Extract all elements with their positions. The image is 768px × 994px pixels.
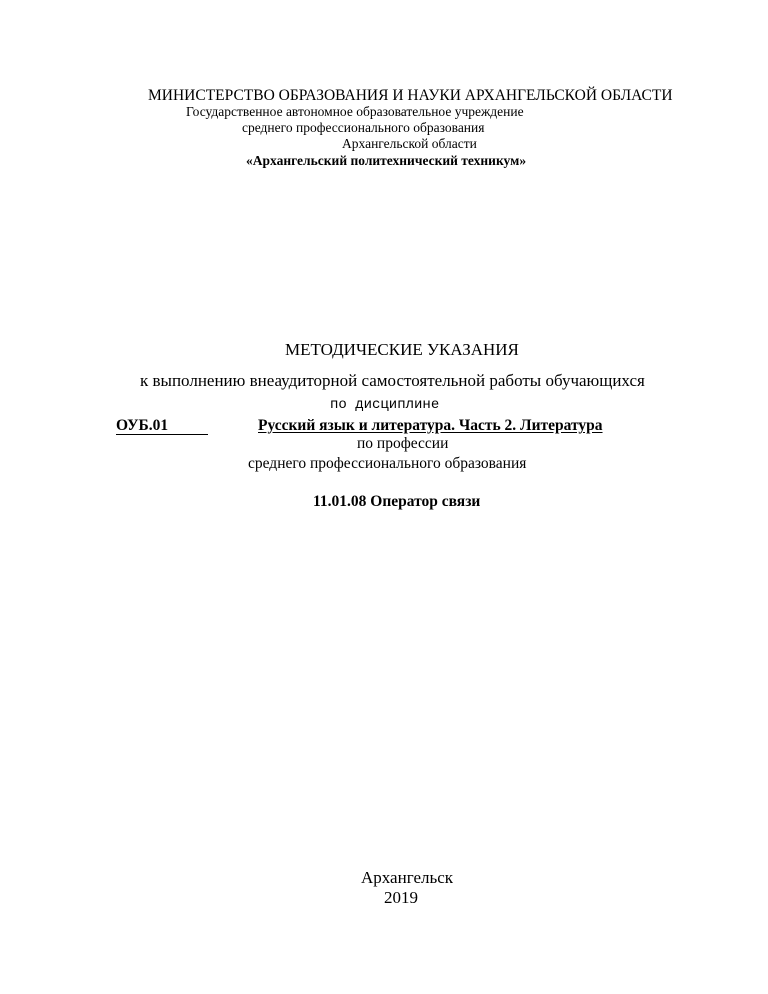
by-profession-label: по профессии <box>357 435 449 452</box>
region-line: Архангельской области <box>342 136 477 151</box>
discipline-code-field <box>110 418 208 435</box>
profession-line: 11.01.08 Оператор связи <box>313 493 481 510</box>
document-title: МЕТОДИЧЕСКИЕ УКАЗАНИЯ <box>285 340 519 359</box>
institution-type-line: Государственное автономное образовательное учреждение <box>186 104 524 119</box>
discipline-code: ОУБ.01 <box>116 418 208 435</box>
institution-name-line: «Архангельский политехнический техникум» <box>246 153 527 168</box>
by-discipline-label: по дисциплине <box>330 397 440 413</box>
year-line: 2019 <box>384 888 418 907</box>
institution-level-line: среднего профессионального образования <box>242 120 485 135</box>
document-subtitle: к выполнению внеаудиторной самостоятельной работы обучающихся <box>140 371 645 390</box>
education-level-line: среднего профессионального образования <box>248 455 527 472</box>
discipline-name: Русский язык и литература. Часть 2. Литература <box>258 417 603 434</box>
city-line: Архангельск <box>361 868 454 887</box>
ministry-line: МИНИСТЕРСТВО ОБРАЗОВАНИЯ И НАУКИ АРХАНГЕЛЬСКОЙ ОБЛАСТИ <box>148 87 673 104</box>
